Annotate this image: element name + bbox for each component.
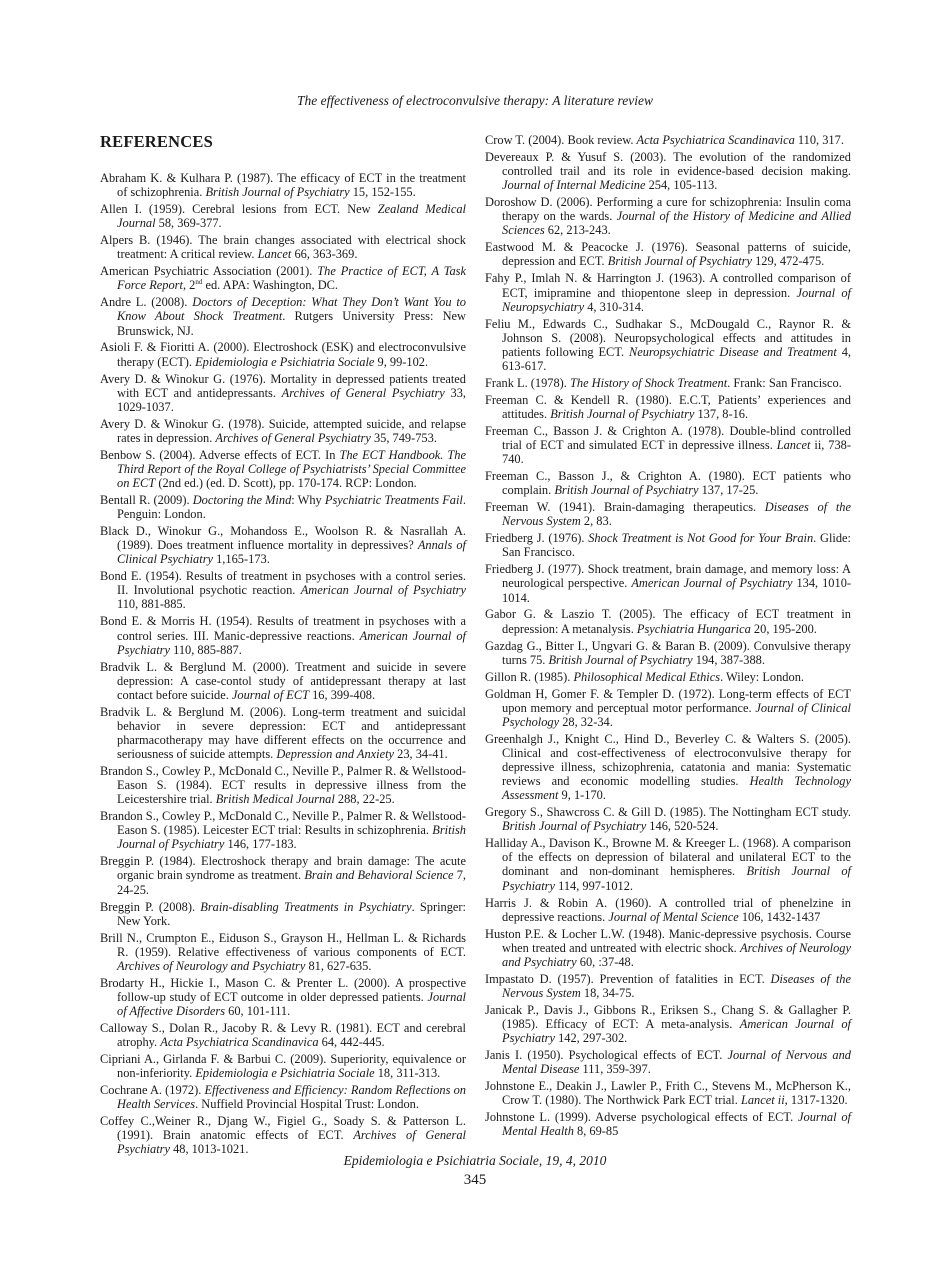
reference-entry: Bond E. (1954). Results of treatment in psychoses with a control series. II. Involutional psychotic reaction. American Journal of Psychiatry 110, 881-885. xyxy=(100,569,466,612)
reference-entry: Doroshow D. (2006). Performing a cure for schizophrenia: Insulin coma therapy on the wards. Journal of the History of Medicine and Allied Sciences 62, 213-243. xyxy=(485,195,851,238)
references-heading: REFERENCES xyxy=(100,132,213,151)
reference-entry: Black D., Winokur G., Mohandoss E., Woolson R. & Nasrallah A. (1989). Does treatment influence mortality in depressives? Annals of Clinical Psychiatry 1,165-173. xyxy=(100,524,466,567)
reference-entry: Brodarty H., Hickie I., Mason C. & Prenter L. (2000). A prospective follow-up study of ECT outcome in older depressed patients. Journal of Affective Disorders 60, 101-111. xyxy=(100,975,466,1018)
reference-entry: Gazdag G., Bitter I., Ungvari G. & Baran B. (2009). Convulsive therapy turns 75. British Journal of Psychiatry 194, 387-388. xyxy=(485,638,851,667)
footer-journal-citation: Epidemiologia e Psichiatria Sociale, 19, 4, 2010 xyxy=(343,1153,607,1168)
reference-entry: Abraham K. & Kulhara P. (1987). The efficacy of ECT in the treatment of schizophrenia. British Journal of Psychiatry 15, 152-155. xyxy=(100,171,466,200)
reference-entry: Gabor G. & Laszio T. (2005). The efficacy of ECT treatment in depression: A metanalysis. Psychiatria Hungarica 20, 195-200. xyxy=(485,607,851,636)
reference-entry: Johnstone L. (1999). Adverse psychological effects of ECT. Journal of Mental Health 8, 69-85 xyxy=(485,1110,851,1139)
reference-entry: Freeman C., Basson J. & Crighton A. (1978). Double-blind controlled trial of ECT and simulated ECT in depressive illness. Lancet ii, 738-740. xyxy=(485,423,851,467)
reference-entry: Brandon S., Cowley P., McDonald C., Neville P., Palmer R. & Wellstood-Eason S. (1985). Leicester ECT trial: Results in schizophrenia. British Journal of Psychiatry 146, 177-183. xyxy=(100,809,466,852)
reference-entry: Impastato D. (1957). Prevention of fatalities in ECT. Diseases of the Nervous System 18, 34-75. xyxy=(485,971,851,1000)
reference-entry: Crow T. (2004). Book review. Acta Psychiatrica Scandinavica 110, 317. xyxy=(485,133,844,147)
references-column-right xyxy=(485,133,851,1141)
reference-entry: Freeman C. & Kendell R. (1980). E.C.T, Patients’ experiences and attitudes. British Journal of Psychiatry 137, 8-16. xyxy=(485,392,851,421)
reference-entry: Cipriani A., Girlanda F. & Barbui C. (2009). Superiority, equivalence or non-inferiority. Epidemiologia e Psichiatria Sociale 18, 311-313. xyxy=(100,1052,466,1081)
reference-entry: Eastwood M. & Peacocke J. (1976). Seasonal patterns of suicide, depression and ECT. British Journal of Psychiatry 129, 472-475. xyxy=(485,240,851,269)
reference-entry: Brandon S., Cowley P., McDonald C., Neville P., Palmer R. & Wellstood-Eason S. (1984). ECT results in depressive illness from the Leicestershire trial. British Medical Journal 288, 22-25. xyxy=(100,764,466,807)
references-column-left xyxy=(100,133,466,1159)
reference-entry: Coffey C.,Weiner R., Djang W., Figiel G., Soady S. & Patterson L. (1991). Brain anatomic effects of ECT. Archives of General Psychiatry 48, 1013-1021. xyxy=(100,1114,466,1157)
reference-entry: Benbow S. (2004). Adverse effects of ECT. In The ECT Handbook. The Third Report of the Royal College of Psychiatrists’ Special Committee on ECT (2nd ed.) (ed. D. Scott), pp. 170-174. RCP: London. xyxy=(100,447,466,490)
page-number: 345 xyxy=(463,1172,487,1188)
reference-entry: Avery D. & Winokur G. (1976). Mortality in depressed patients treated with ECT and antidepressants. Archives of General Psychiatry 33, 1029-1037. xyxy=(100,371,466,414)
reference-entry: Gillon R. (1985). Philosophical Medical Ethics. Wiley: London. xyxy=(485,669,804,684)
reference-list-right xyxy=(485,133,851,1138)
reference-entry: Allen I. (1959). Cerebral lesions from ECT. New Zealand Medical Journal 58, 369-377. xyxy=(100,202,466,231)
reference-entry: Cochrane A. (1972). Effectiveness and Efficiency: Random Reflections on Health Services. Nuffield Provincial Hospital Trust: London. xyxy=(100,1083,466,1112)
reference-entry: Fahy P., Imlah N. & Harrington J. (1963). A controlled comparison of ECT, imipramine and thiopentone sleep in depression. Journal of Neuropsychiatry 4, 310-314. xyxy=(485,271,851,314)
reference-entry: Frank L. (1978). The History of Shock Treatment. Frank: San Francisco. xyxy=(485,375,842,390)
reference-entry: American Psychiatric Association (2001). The Practice of ECT, A Task Force Report, 2nd ed. APA: Washington, DC. xyxy=(100,264,466,293)
reference-entry: Bond E. & Morris H. (1954). Results of treatment in psychoses with a control series. III. Manic-depressive reactions. American Journal of Psychiatry 110, 885-887. xyxy=(100,614,466,657)
reference-entry: Bradvik L. & Berglund M. (2006). Long-term treatment and suicidal behavior in severe depression: ECT and antidepressant pharmacotherapy may have different effects on the occurrence and seriousness of suicide attempts. Depression and Anxiety 23, 34-41. xyxy=(100,704,466,762)
reference-entry: Breggin P. (1984). Electroshock therapy and brain damage: The acute organic brain syndrome as treatment. Brain and Behavioral Science 7, 24-25. xyxy=(100,854,467,897)
reference-entry: Johnstone E., Deakin J., Lawler P., Frith C., Stevens M., McPherson K., Crow T. (1980). The Northwick Park ECT trial. Lancet ii, 1317-1320. xyxy=(485,1079,851,1108)
reference-entry: Freeman C., Basson J., & Crighton A. (1980). ECT patients who complain. British Journal of Psychiatry 137, 17-25. xyxy=(485,469,851,498)
reference-entry: Gregory S., Shawcross C. & Gill D. (1985). The Nottingham ECT study. British Journal of Psychiatry 146, 520-524. xyxy=(485,805,851,834)
reference-entry: Goldman H, Gomer F. & Templer D. (1972). Long-term effects of ECT upon memory and perceptual motor performance. Journal of Clinical Psychology 28, 32-34. xyxy=(485,686,851,729)
reference-entry: Bradvik L. & Berglund M. (2000). Treatment and suicide in severe depression: A case-contol study of antidepressant therapy at last contact before suicide. Journal of ECT 16, 399-408. xyxy=(100,659,466,702)
reference-entry: Andre L. (2008). Doctors of Deception: What They Don’t Want You to Know About Shock Treatment. Rutgers University Press: New Brunswick, NJ. xyxy=(100,295,467,338)
reference-list-left xyxy=(100,171,466,1156)
running-title: The effectiveness of electroconvulsive therapy: A literature review xyxy=(296,93,653,108)
reference-entry: Janis I. (1950). Psychological effects of ECT. Journal of Nervous and Mental Disease 111, 359-397. xyxy=(485,1048,851,1077)
reference-entry: Freeman W. (1941). Brain-damaging therapeutics. Diseases of the Nervous System 2, 83. xyxy=(485,500,851,529)
reference-entry: Asioli F. & Fioritti A. (2000). Electroshock (ESK) and electroconvulsive therapy (ECT). Epidemiologia e Psichiatria Sociale 9, 99-102. xyxy=(100,340,466,369)
reference-entry: Alpers B. (1946). The brain changes associated with electrical shock treatment: A critical review. Lancet 66, 363-369. xyxy=(100,233,466,262)
reference-entry: Bentall R. (2009). Doctoring the Mind: Why Psychiatric Treatments Fail. Penguin: London. xyxy=(100,492,466,522)
reference-entry: Brill N., Crumpton E., Eiduson S., Grayson H., Hellman L. & Richards R. (1959). Relative effectiveness of various components of ECT. Archives of Neurology and Psychiatry 81, 627-635. xyxy=(100,930,466,973)
reference-entry: Halliday A., Davison K., Browne M. & Kreeger L. (1968). A comparison of the effects on depression of bilateral and unilateral ECT to the dominant and non-dominant hemispheres. British Journal of Psychiatry 114, 997-1012. xyxy=(485,836,851,893)
reference-entry: Friedberg J. (1976). Shock Treatment is Not Good for Your Brain. Glide: San Francisco. xyxy=(485,531,851,560)
reference-entry: Breggin P. (2008). Brain-disabling Treatments in Psychiatry. Springer: New York. xyxy=(100,899,466,928)
reference-entry: Devereaux P. & Yusuf S. (2003). The evolution of the randomized controlled trail and its role in evidence-based decision making. Journal of Internal Medicine 254, 105-113. xyxy=(485,149,851,193)
reference-entry: Calloway S., Dolan R., Jacoby R. & Levy R. (1981). ECT and cerebral atrophy. Acta Psychiatrica Scandinavica 64, 442-445. xyxy=(100,1020,466,1050)
reference-entry: Huston P.E. & Locher L.W. (1948). Manic-depressive psychosis. Course when treated and untreated with electric shock. Archives of Neurology and Psychiatry 60, :37-48. xyxy=(485,926,852,969)
reference-entry: Harris J. & Robin A. (1960). A controlled trial of phenelzine in depressive reactions. Journal of Mental Science 106, 1432-1437 xyxy=(485,895,851,924)
reference-entry: Feliu M., Edwards C., Sudhakar S., McDougald C., Raynor R. & Johnson S. (2008). Neuropsychological effects and attitudes in patients following ECT. Neuropsychiatric Disease and Treatment 4, 613-617. xyxy=(485,316,851,373)
reference-entry: Greenhalgh J., Knight C., Hind D., Beverley C. & Walters S. (2005). Clinical and cost-effectiveness of electroconvulsive therapy for depressive illness, schizophrenia, catatonia and mania: Systematic reviews and economic modelling studies. Health Technology Assessment 9, 1-170. xyxy=(485,731,851,803)
reference-entry: Janicak P., Davis J., Gibbons R., Eriksen S., Chang S. & Gallagher P. (1985). Efficacy of ECT: A meta-analysis. American Journal of Psychiatry 142, 297-302. xyxy=(485,1002,851,1046)
reference-entry: Friedberg J. (1977). Shock treatment, brain damage, and memory loss: A neurological perspective. American Journal of Psychiatry 134, 1010-1014. xyxy=(485,562,852,605)
reference-entry: Avery D. & Winokur G. (1978). Suicide, attempted suicide, and relapse rates in depression. Archives of General Psychiatry 35, 749-753. xyxy=(100,416,466,445)
